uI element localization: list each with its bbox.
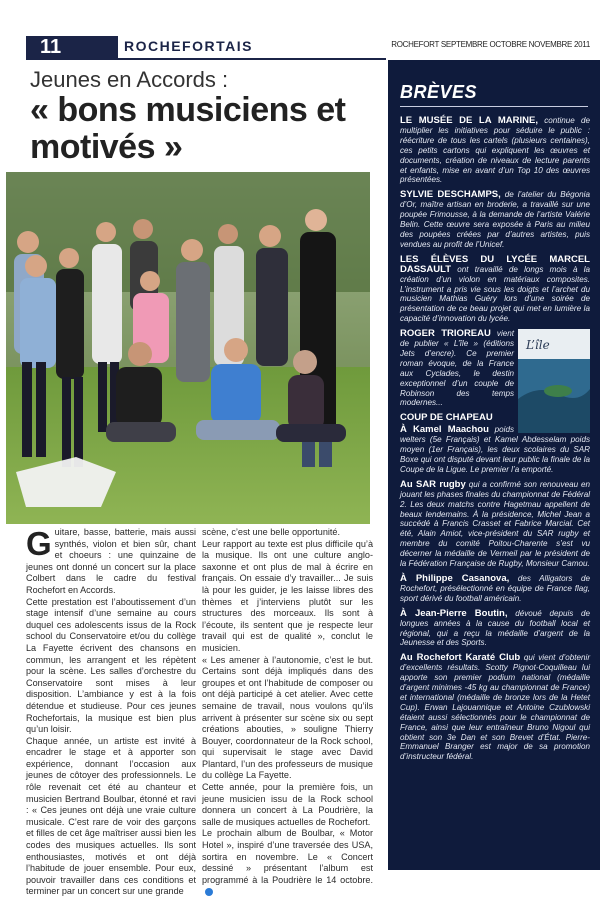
article-paragraph: Cette année, pour la première fois, un jeune musicien issu de la Rock school donnera un concert à La Poudrière, la salle de musiques actuelles de Rochefort. [202, 782, 373, 827]
breve-item: L’île ROGER TRIOREAU vient de publier « L’île » (éditions Jets d’encre). Ce premier roman évoque, de la France aux Cyclades, le destin exceptionnel d’un couple de Robinson des temps modernes... [400, 329, 590, 408]
sidebar-rule [400, 106, 588, 107]
breve-item: LE MUSÉE DE LA MARINE, continue de multiplier les initiatives pour séduire le public : réécriture de tous les cartels (plusieurs centaines), ces petits cartons qui expliquent les œuvres et documents, création de niveaux de lecture parents et enfants, mise en avant d’un Top 10 des œuvres présentées. [400, 115, 591, 185]
article-kicker: Jeunes en Accords : [30, 67, 229, 92]
book-title: L’île [526, 338, 550, 353]
drop-cap: G [26, 525, 52, 562]
coup-item: À Philippe Casanova, des Alligators de Rochefort, présélectionné en équipe de France flag, sport dérivé du football américain. [400, 572, 590, 603]
issue-info: ROCHEFORT SEPTEMBRE OCTOBRE NOVEMBRE 2011 [391, 40, 590, 49]
article-paragraph: scène, c’est une belle opportunité. [202, 527, 341, 537]
coup-item: Au Rochefort Karaté Club qui vient d’obtenir d’excellents résultats. Scotty Pignot-Coquilleau lui apporte son premier podium national (médaille d’argent minimes -45 kg au championnat de France) et international (médaille de bronze lors de la Hetet Cup). Erwan Lajouannique et Antoine Czublowski étaient aussi sélectionnés pour le championnat de France, ainsi que leur entraîneur Bruno Nigoul qui obtient son 3e Dan et son Brevet d’État. Pierre-Emmanuel Branger est major de sa promotion d’instructeur fédéral. [400, 652, 591, 762]
breve-item: SYLVIE DESCHAMPS, de l’atelier du Bégonia d’Or, maître artisan en broderie, a travaillé sur une poupée Frimousse, à la demande de l’artiste Valérie Belin. Cette œuvre sera exposée à Paris au milieu des poupées créées par d’autres artistes, puis vendues au profit de l’Unicef. [400, 189, 590, 249]
header-rule [26, 58, 386, 60]
coup-item: Au SAR rugby qui a confirmé son renouveau en jouant les phases finales du championnat de Fédéral 2. Les deux matchs contre Hagetmau appellent de beaux lendemains. À la présidence, Michel Jean a succédé à Francis Crasset et Fabrice Marcial. Cet été, Alain Amiot, vice-président du SAR rugby et membre du comité Poitou-Charente s’est vu décerner la médaille de Vermeil par le président de la Fédération Française de Rugby, Monsieur Camou. [400, 478, 591, 569]
article-column-1 [26, 527, 196, 898]
article-paragraph: « Les amener à l’autonomie, c’est le but. Certains sont déjà impliqués dans des groupes et ont l’habitude de composer ou ont déjà participé à cet atelier. Avec cette semaine de travail, nous voulons qu’ils arrivent à présenter sur scène six ou sept créations abouties, » souligne Thierry Bouyer, coordonnateur de la Rock school, qui supervisait le stage avec David Plantard, l’un des professeurs de musique du collège La Fayette. [202, 654, 373, 781]
sidebar-title: BRÈVES [400, 82, 478, 102]
sidebar-body [400, 116, 590, 767]
article-title: « bons musiciens et motivés » [30, 91, 346, 166]
section-title: ROCHEFORTAIS [124, 38, 253, 54]
coup-de-chapeau-title: COUP DE CHAPEAU [400, 412, 493, 424]
breves-sidebar [388, 60, 600, 870]
book-cover [518, 329, 590, 433]
breve-item: LES ÉLÈVES DU LYCÉE MARCEL DASSAULT ont travaillé de longs mois à la création d’un violon en matériaux composites. L’instrument a pris vie sous les doigts et l’archet du musicien Mathias Guéry lors d’une soirée de présentation de ce beau projet qui met en lumière la capacité d’innovation du lycée. [400, 253, 591, 324]
page-header [0, 0, 600, 62]
coup-item: À Jean-Pierre Boutin, dévoué depuis de longues années à la cause du football local et régional, qui a reçu la médaille d’argent de la Jeunesse et des Sports. [400, 607, 591, 648]
article-paragraph: Le prochain album de Boulbar, « Motor Hotel », inspiré d’une traversée des USA, sortira en novembre. Le « Concert dessiné » présentant l’album est programmé à la Poudrière le 14 octobre. [202, 828, 373, 898]
article-paragraph: Chaque année, un artiste est invité à encadrer le stage et à apporter son expérience, donnant l’occasion aux jeunes de côtoyer des professionnels. Le rôle revenait cet été au chanteur et musicien Bertrand Boulbar, étonné et ravi : « Ces jeunes ont déjà une vraie culture musicale. C’est rare de voir des garçons et filles de cet âge maîtriser aussi bien les codes des musiques actuelles. Ils sont enthousiastes, motivés et ont déjà l’habitude de jouer ensemble. Pour eux, pouvoir travailler dans ces conditions et terminer par un concert sur une grande [26, 735, 196, 897]
article-paragraph: Guitare, basse, batterie, mais aussi synthés, violon et bien sûr, chant et choeurs : une quinzaine de jeunes ont donné un concert sur la place Colbert dans le cadre du festival Rochefort en Accords. [26, 525, 196, 595]
article-paragraph: Cette prestation est l’aboutissement d’un stage intensif d’une semaine au cours duquel ces adolescents issus de la Rock school du Conservatoire et/ou du collège La Fayette écrivent des chansons en commun, les arrangent et les répètent pour la scène. Les salles d’orchestre du Conservatoire sont mises à leur disposition. L’ambiance y est à la fois détendue et studieuse. Pour ces jeunes Rochefortais, la musique est bien plus qu’un loisir. [26, 596, 196, 735]
article-paragraph: Leur rapport au texte est plus difficile qu’à la musique. Ils ont une culture anglo-saxonne et ont plus de mal à écrire en français. On essaie d’y travailler... Je suis là pour les guider, je les laisse libres des thèmes et j’interviens plutôt sur les structures des morceaux. Ils sont à l’écoute, ils sentent que je respecte leur travail qui est de qualité », conclut le musicien. [202, 538, 373, 653]
group-photo [6, 172, 370, 524]
page-number: 11 [26, 36, 118, 58]
coup-item: À Kamel Maachou poids welters (5e Français) et Kamel Abdesselam poids moyen (1er Français), les deux scolaires du SAR Boxe qui ont disputé devant leur public la finale de la Coupe de la Ligue. Le premier l’a emporté. [400, 424, 590, 474]
article-column-2 [202, 527, 373, 898]
end-mark-icon [205, 888, 213, 896]
